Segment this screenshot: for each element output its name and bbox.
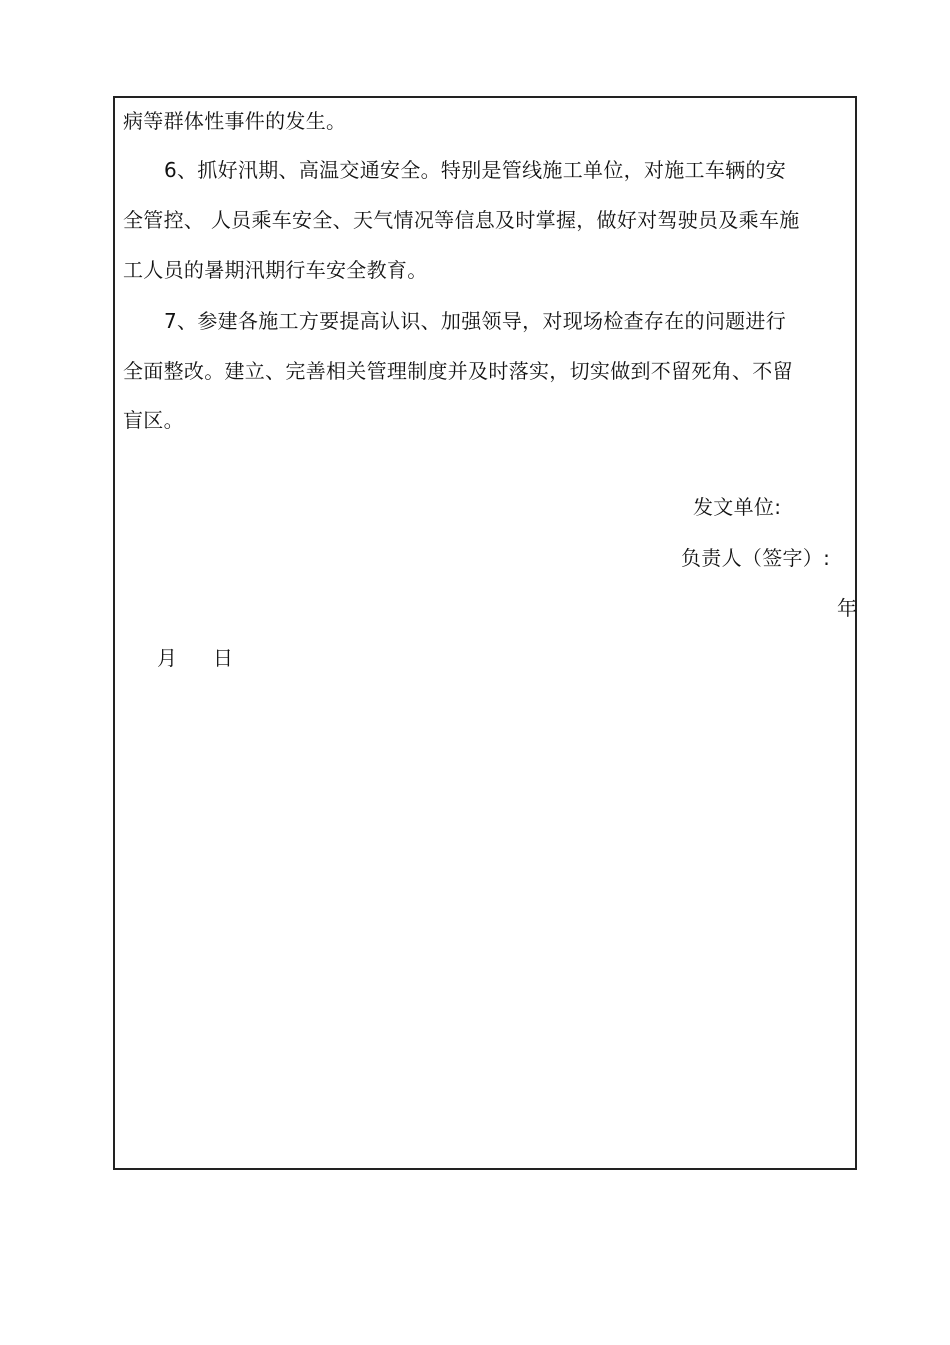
document-frame bbox=[113, 96, 857, 1170]
body-line-5: 7、参建各施工方要提高认识、加强领导，对现场检查存在的问题进行 bbox=[164, 309, 787, 333]
month-label: 月 bbox=[157, 646, 178, 670]
issuing-unit-label: 发文单位: bbox=[693, 495, 782, 519]
body-line-2: 6、抓好汛期、高温交通安全。特别是管线施工单位，对施工车辆的安 bbox=[164, 158, 787, 182]
day-label: 日 bbox=[213, 646, 234, 670]
body-line-1: 病等群体性事件的发生。 bbox=[123, 109, 347, 133]
year-label: 年 bbox=[837, 596, 858, 620]
body-line-4: 工人员的暑期汛期行车安全教育。 bbox=[123, 258, 428, 282]
body-line-3: 全管控、 人员乘车安全、天气情况等信息及时掌握，做好对驾驶员及乘车施 bbox=[123, 208, 800, 232]
body-line-7: 盲区。 bbox=[123, 408, 184, 432]
body-line-6: 全面整改。建立、完善相关管理制度并及时落实，切实做到不留死角、不留 bbox=[123, 359, 793, 383]
responsible-person-label: 负责人（签字）: bbox=[681, 546, 831, 570]
